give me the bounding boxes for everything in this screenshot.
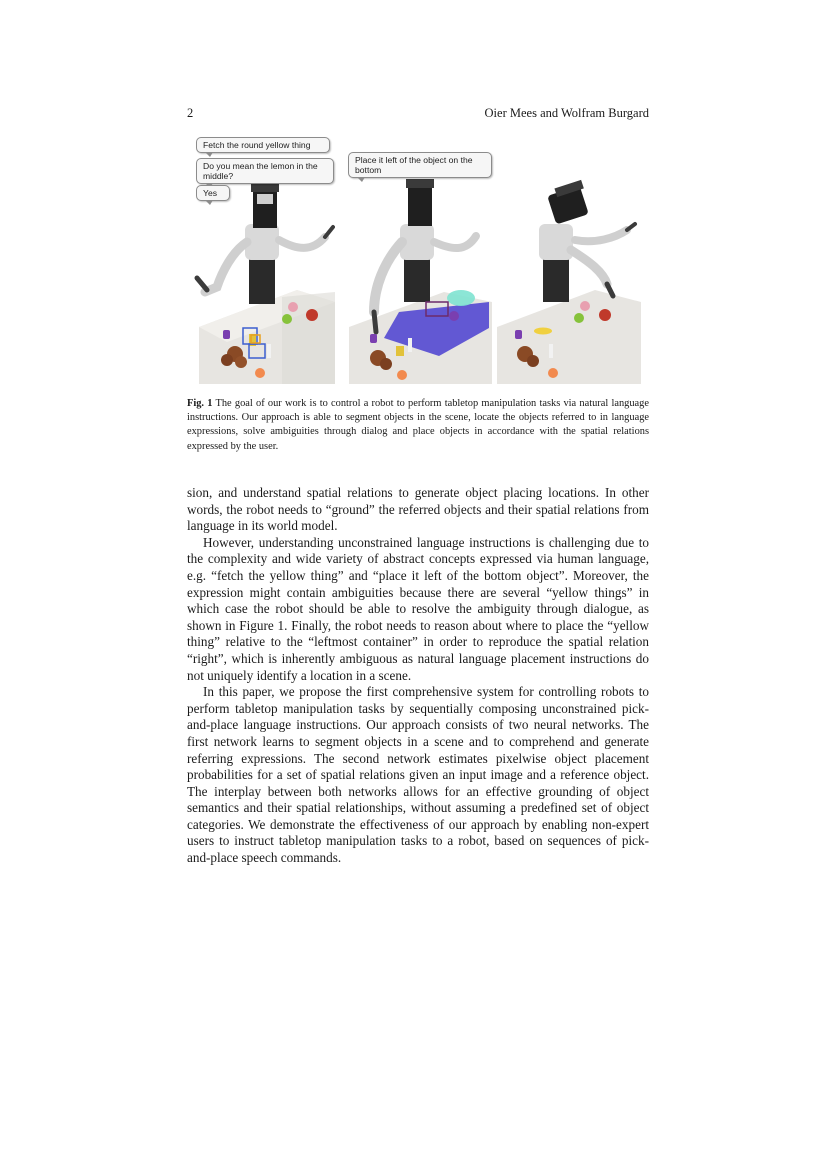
speech-bubble-place: Place it left of the object on the bottom xyxy=(348,152,492,178)
caption-text: The goal of our work is to control a robot to perform tabletop manipulation tasks via natural language instructions. Our approach is able to segment objects in the scene, locate the objects referred to in language expressions, solve ambiguities through dialog and place objects in accordance with the spatial relations expressed by the user. xyxy=(187,398,649,452)
running-head: Oier Mees and Wolfram Burgard xyxy=(484,106,649,120)
paragraph-1: sion, and understand spatial relations to generate object placing locations. In other words, the robot needs to “ground” the referred objects and their spatial relations from language in its world model. xyxy=(187,485,649,534)
figure-panel-middle xyxy=(344,132,492,384)
figure-caption xyxy=(187,397,649,454)
page-number: 2 xyxy=(187,106,194,120)
page-header xyxy=(187,106,649,122)
body-text xyxy=(187,485,649,867)
robot-scene-image-3 xyxy=(495,132,641,384)
paragraph-3: In this paper, we propose the first comprehensive system for controlling robots to perform tabletop manipulation tasks by sequentially composing unconstrained pick-and-place language instructions. Our approach consists of two neural networks. The first network learns to segment objects in a scene and to comprehend and generate referring expressions. The second network estimates pixelwise object placement probabilities for a set of spatial relations given an input image and a reference object. The interplay between both networks allows for an effective grounding of object semantics and their spatial relationships, without assuming a predefined set of object categories. We demonstrate the effectiveness of our approach by enabling non-expert users to instruct tabletop manipulation tasks to a robot, based on sequences of pick-and-place speech commands. xyxy=(187,684,649,866)
caption-label: Fig. 1 xyxy=(187,398,213,409)
figure-panel-right xyxy=(495,132,641,384)
figure-1 xyxy=(187,132,649,384)
speech-bubble-yes: Yes xyxy=(196,185,230,201)
paragraph-2: However, understanding unconstrained language instructions is challenging due to the complexity and wide variety of abstract concepts expressed via human language, e.g. “fetch the yellow thing” and “place it left of the bottom object”. Moreover, the expression might contain ambiguities because there are several “yellow things” in which case the robot should be able to resolve the ambiguity through dialogue, as shown in Figure 1. Finally, the robot needs to reason about where to place the “yellow thing” relative to the “leftmost container” in order to reproduce the spatial relation “right”, which is inherently ambiguous as natural language placement instructions do not uniquely identify a location in a scene. xyxy=(187,534,649,683)
speech-bubble-clarify: Do you mean the lemon in the middle? xyxy=(196,158,334,184)
figure-panel-left xyxy=(187,132,335,384)
speech-bubble-fetch: Fetch the round yellow thing xyxy=(196,137,330,153)
